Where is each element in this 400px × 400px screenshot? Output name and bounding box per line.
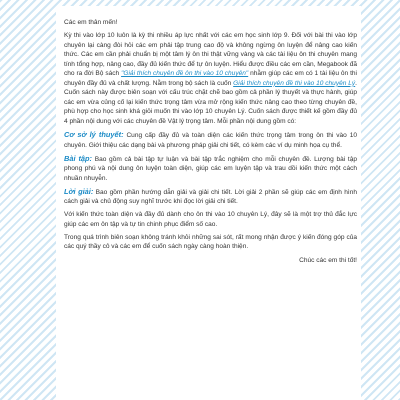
section-solutions-text: Bao gồm phần hướng dẫn giải và giải chi tiết. Lời giải 2 phần sẽ giúp các em định hình cách giải và chủ động suy nghĩ trước khi đọc lời giải chi tiết.: [64, 188, 357, 206]
closing-paragraph-1: Với kiến thức toàn diện và đầy đủ dành cho ôn thi vào 10 chuyên Lý, đây sẽ là một trợ thủ đắc lực giúp các em ôn tập và tự tin chinh phục điểm số cao.: [64, 211, 357, 228]
signoff: Chúc các em thi tốt!: [299, 256, 357, 264]
intro-text-1: Kỳ thi vào lớp 10 luôn là kỳ thi nhiều áp lực nhất với các em học sinh lớp 9. Đối với bài thi vào lớp chuyên lại càng đòi hỏi các em phải tập trung cao độ và không ngừng ôn luyện để nâng cao kiến thức. Các em cần phải chuẩn bị một tâm lý ôn thi thật vững vàng và các tài liệu ôn thi chuyên mang tính tổng hợp, nâng cao, đầy đủ kiến thức để tự ôn luyện. Hiểu được điều các em cần, Megabook đã cho ra đời Bộ sách: [64, 32, 357, 78]
section-theory-label: Cơ sở lý thuyết:: [64, 130, 124, 140]
preface-text: [64, 18, 357, 269]
book-title: Giải thích chuyên đề thi vào 10 chuyên Lý: [233, 79, 356, 87]
section-exercises-text: Bao gồm cả bài tập tự luận và bài tập trắc nghiệm cho mỗi chuyên đề. Lượng bài tập phong phú và nội dung ôn luyện toàn diện, giúp các em luyện tập và trau dồi kiến thức một cách nhuần nhuyễn.: [64, 155, 358, 182]
section-exercises-label: Bài tập:: [64, 153, 92, 163]
intro-paragraph: [64, 31, 357, 126]
intro-text-3: . Cuốn sách này được biên soạn với cấu trúc chặt chẽ bao gồm cả phần lý thuyết và thực hành, giúp các em vừa củng cố lại kiến thức trọng tâm vừa mở rộng kiến thức nâng cao theo từng chuyên đề, phù hợp cho học sinh khá giỏi muốn thi vào lớp 10 chuyên Lý. Cuốn sách được thiết kế gồm đầy đủ 4 phần nội dung với các chuyên đề Vật lý trọng tâm. Mỗi phần nội dung gồm có:: [64, 79, 357, 125]
section-theory: [64, 130, 357, 150]
content-sheet: [56, 6, 361, 400]
greeting: Các em thân mến!: [64, 19, 118, 26]
series-title: "Giải thích chuyên đề ôn thi vào 10 chuyên": [121, 70, 249, 78]
section-solutions: [64, 187, 357, 207]
closing-paragraph-2: Trong quá trình biên soạn không tránh khỏi những sai sót, rất mong nhận được ý kiến đóng góp của các quý thầy cô và các em để cuốn sách ngày càng hoàn thiện.: [64, 233, 357, 251]
section-theory-text: Cung cấp đầy đủ và toàn diện các kiến thức trọng tâm trong ôn thi vào 10 chuyên. Giới thiệu các dạng bài và phương pháp giải chi tiết, có kèm các ví dụ minh họa cụ thể.: [64, 132, 357, 149]
section-exercises: [64, 154, 357, 184]
intro-text-2: nhằm giúp các em có 1 tài liệu ôn thi chuyên đầy đủ và chất lượng. Nằm trong bộ sách là cuốn: [64, 70, 357, 87]
section-solutions-label: Lời giải:: [64, 186, 94, 196]
